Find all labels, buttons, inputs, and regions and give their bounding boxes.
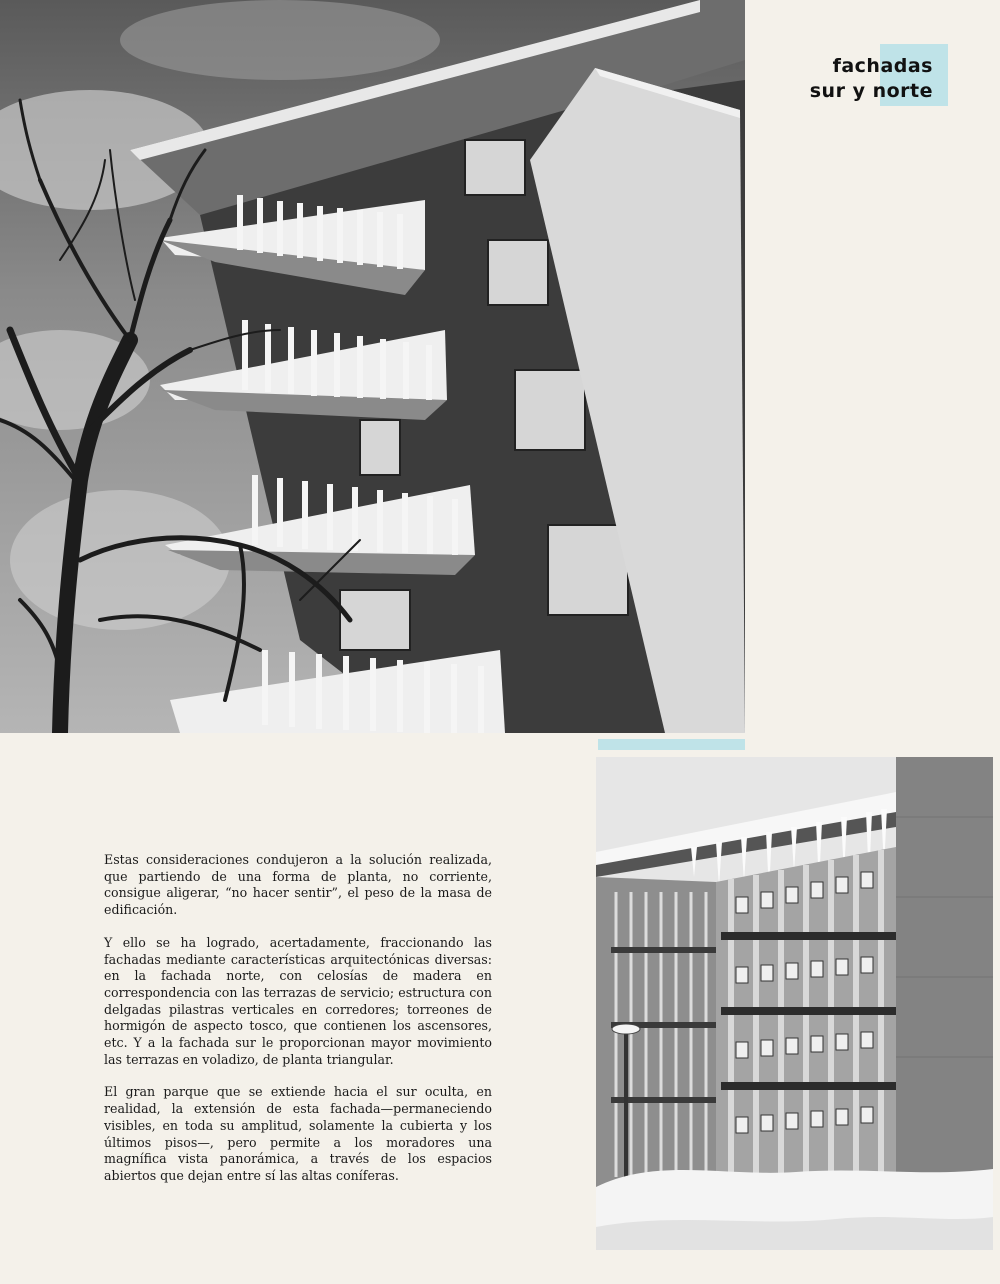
accent-strip [598,739,745,750]
page-title [810,54,933,104]
paragraph-3: El gran parque que se extiende hacia el sur oculta, en realidad, la extensión de esta fachada—permaneciendo visibles, en toda su amplitud, solamente la cubierta y los últimos pisos—, pero permite a los moradores una magnífica vista panorámica, a través de los espacios abiertos que dejan entre sí las altas coníferas. [104,1084,492,1183]
body-text [104,852,492,1185]
north-facade-photo [596,757,993,1250]
paragraph-1: Estas consideraciones condujeron a la solución realizada, que partiendo de una forma de planta, no corriente, consigue aligerar, “no hacer sentir”, el peso de la masa de edificación. [104,852,492,918]
paragraph-2: Y ello se ha logrado, acertadamente, fraccionando las fachadas mediante características arquitectónicas diversas: en la fachada norte, con celosías de madera en correspondencia con las terrazas de servicio; estructura con delgadas pilastras verticales en corredores; torreones de hormigón de aspecto tosco, que contienen los ascensores, etc. Y a la fachada sur le proporcionan mayor movimiento las terrazas en voladizo, de planta triangular. [104,934,492,1067]
title-line-2: sur y norte [809,80,933,102]
title-line-1: fachadas [832,55,933,77]
south-facade-photo [0,0,745,733]
